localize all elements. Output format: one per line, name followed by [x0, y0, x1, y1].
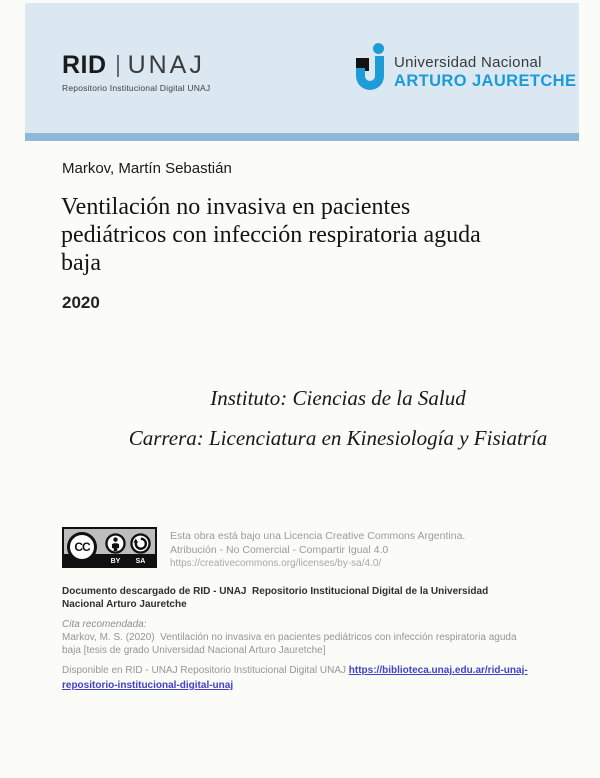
sa-label: SA	[135, 558, 146, 565]
by-label: BY	[110, 558, 121, 565]
rid-logo-divider	[117, 55, 119, 77]
cc-logo-icon: CC	[67, 532, 97, 562]
citation-label: Cita recomendada:	[62, 619, 147, 630]
institution-block	[123, 383, 553, 454]
repository-link[interactable]: https://biblioteca.unaj.edu.ar/rid-unaj-repositorio-institucional-digital-unaj	[62, 665, 528, 691]
university-logo	[356, 43, 576, 91]
rid-logo-acronym: RID	[62, 51, 107, 79]
institute-line: Instituto: Ciencias de la Salud	[210, 386, 466, 410]
rid-logo-subtitle: Repositorio Institucional Digital UNAJ	[62, 83, 211, 93]
availability-prefix: Disponible en RID - UNAJ Repositorio Institucional Digital UNAJ	[62, 665, 349, 676]
author-name: Markov, Martín Sebastián	[62, 160, 232, 177]
university-name-line1: Universidad Nacional	[394, 54, 542, 71]
logo-u-curve	[356, 68, 384, 90]
document-title: Ventilación no invasiva en pacientes pediátricos con infección respiratoria aguda baja	[61, 194, 481, 276]
rid-unaj-logo	[62, 51, 210, 93]
university-name-line2: ARTURO JAURETCHE	[394, 72, 577, 90]
license-url: https://creativecommons.org/licenses/by-sa/4.0/	[170, 558, 382, 569]
career-line: Carrera: Licenciatura en Kinesiología y Fisiatría	[128, 426, 548, 450]
cc-license-badge[interactable]	[62, 527, 157, 568]
share-alike-icon	[130, 533, 151, 554]
logo-j-dot	[373, 43, 384, 54]
publication-year: 2020	[62, 293, 100, 312]
availability-text	[62, 663, 542, 693]
download-note: Documento descargado de RID - UNAJ Repositorio Institucional Digital de la Universidad Nacional Arturo Jauretche	[62, 586, 491, 610]
header-accent-strip	[25, 133, 579, 141]
attribution-person-icon	[105, 533, 126, 554]
citation-text: Markov, M. S. (2020) Ventilación no invasiva en pacientes pediátricos con infección respiratoria aguda baja [tesis de grado Universidad Nacional Arturo Jauretche]	[62, 632, 520, 656]
university-uj-icon	[356, 43, 386, 91]
rid-logo-org: UNAJ	[127, 51, 205, 79]
license-line-2: Atribución - No Comercial - Compartir Igual 4.0	[170, 543, 389, 556]
license-text	[170, 530, 465, 571]
license-line-1: Esta obra está bajo una Licencia Creative Commons Argentina.	[170, 530, 466, 542]
